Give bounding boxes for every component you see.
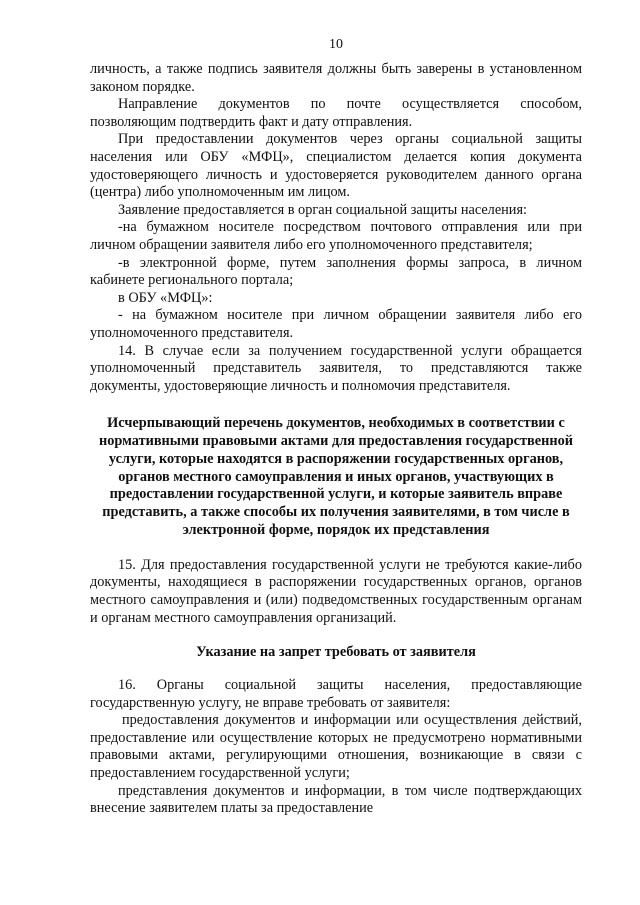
- paragraph-item-14: 14. В случае если за получением государственной услуги обращается уполномоченный представитель заявителя, то представляются также документы, удостоверяющие личность и полномочия представителя.: [90, 342, 582, 394]
- list-item-electronic-form: -в электронной форме, путем заполнения формы запроса, в личном кабинете регионального портала;: [90, 254, 582, 289]
- paragraph-document-copy: При предоставлении документов через органы социальной защиты населения или ОБУ «МФЦ», специалистом делается копия документа удостоверяющего личность и удостоверяется руководителем данного органа (центра) либо уполномоченным им лицом.: [90, 131, 582, 201]
- paragraph-mail-delivery: Направление документов по почте осуществляется способом, позволяющим подтвердить факт и дату отправления.: [90, 96, 582, 130]
- document-page: [90, 36, 582, 818]
- paragraph-mfc: в ОБУ «МФЦ»:: [118, 289, 213, 306]
- section-heading-prohibition: Указание на запрет требовать от заявителя: [196, 644, 476, 661]
- paragraph-item-15: 15. Для предоставления государственной услуги не требуются какие-либо документы, находящиеся в распоряжении государственных органов, органов местного самоуправления и (или) подведомственных государственным органам и органам местного самоуправления организаций.: [90, 556, 582, 626]
- list-item-paper-medium: -на бумажном носителе посредством почтового отправления или при личном обращении заявителя либо его уполномоченного представителя;: [90, 219, 582, 253]
- list-item-documents-fees: представления документов и информации, в том числе подтверждающих внесение заявителем платы за предоставление: [90, 782, 582, 817]
- paragraph-item-16: 16. Органы социальной защиты населения, предоставляющие государственную услугу, не вправе требовать от заявителя:: [90, 677, 582, 711]
- list-item-actions: предоставления документов и информации или осуществления действий, предоставление или осуществление которых не предусмотрено нормативными правовыми актами, регулирующими отношения, возникающие в связи с предоставлением государственной услуги;: [90, 712, 582, 781]
- list-item-mfc-paper: - на бумажном носителе при личном обращении заявителя либо его уполномоченного представителя.: [90, 307, 582, 341]
- paragraph-continuation: личность, а также подпись заявителя должны быть заверены в установленном законом порядке.: [90, 61, 582, 95]
- page-number: 10: [329, 37, 343, 52]
- paragraph-application-submission: Заявление предоставляется в орган социальной защиты населения:: [118, 201, 528, 218]
- section-heading-documents-list: Исчерпывающий перечень документов, необходимых в соответствии с нормативными правовыми актами для предоставления государственной услуги, которые находятся в распоряжении государственных органов, органов местного самоуправления и иных органов, участвующих в предоставлении государственной услуги, и которые заявитель вправе представить, а также способы их получения заявителями, в том числе в электронной форме, порядок их представления: [99, 415, 573, 539]
